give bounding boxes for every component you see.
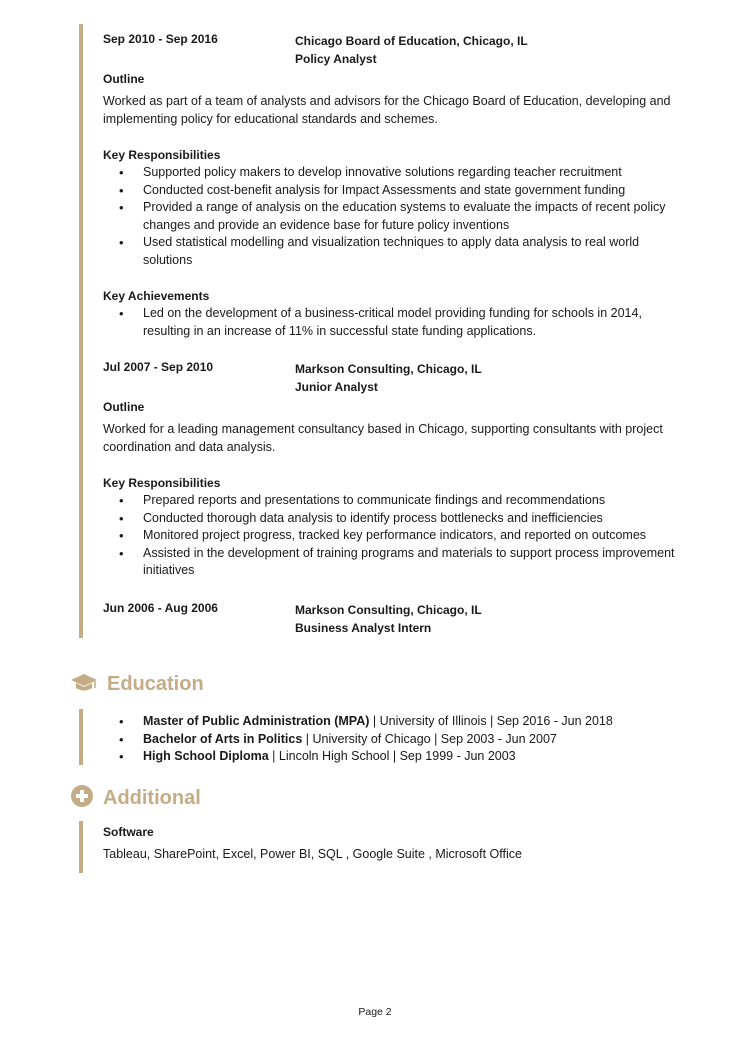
section-title: Education xyxy=(107,673,204,695)
job-entry-1 xyxy=(103,32,675,340)
degree-details: | Lincoln High School | Sep 1999 - Jun 2003 xyxy=(268,749,516,763)
education-item xyxy=(103,731,675,749)
education-list xyxy=(103,713,675,766)
degree-details: | University of Chicago | Sep 2003 - Jun 2007 xyxy=(302,731,557,746)
education-section xyxy=(103,711,675,766)
graduation-cap-icon xyxy=(70,671,98,698)
list-item: • Conducted cost-benefit analysis for Impact Assessments and state government funding xyxy=(103,182,675,200)
job-title: Policy Analyst xyxy=(295,52,377,66)
outline-label: Outline xyxy=(103,72,145,86)
education-item xyxy=(103,713,675,731)
job-company: Chicago Board of Education, Chicago, IL xyxy=(295,34,528,48)
job-org xyxy=(295,32,528,68)
job-header xyxy=(103,360,675,396)
job-entry-3 xyxy=(103,601,675,637)
responsibilities-list xyxy=(103,164,675,269)
job-outline: Worked for a leading management consultancy based in Chicago, supporting consultants with project coordination and data analysis. xyxy=(103,422,663,454)
list-item: • Provided a range of analysis on the education systems to evaluate the impacts of recent policy changes and provide an evidence base for future policy inventions xyxy=(103,199,675,234)
achievements-label: Key Achievements xyxy=(103,289,210,303)
page-number: Page 2 xyxy=(358,1006,392,1018)
job-entry-2 xyxy=(103,360,675,580)
job-dates: Jul 2007 - Sep 2010 xyxy=(103,360,214,374)
job-title: Junior Analyst xyxy=(295,380,378,394)
software-list: Tableau, SharePoint, Excel, Power BI, SQL , Google Suite , Microsoft Office xyxy=(103,847,522,861)
responsibilities-label: Key Responsibilities xyxy=(103,148,221,162)
responsibilities-list xyxy=(103,492,675,580)
list-item: • Monitored project progress, tracked key performance indicators, and reported on outcomes xyxy=(103,527,675,545)
additional-accent-bar xyxy=(79,821,83,873)
job-header xyxy=(103,601,675,637)
experience-accent-bar xyxy=(79,24,83,638)
job-org xyxy=(295,601,482,637)
list-item: • Supported policy makers to develop innovative solutions regarding teacher recruitment xyxy=(103,164,675,182)
list-item: • Used statistical modelling and visualization techniques to apply data analysis to real world solutions xyxy=(103,234,675,269)
software-label: Software xyxy=(103,825,154,839)
job-header xyxy=(103,32,675,68)
education-item xyxy=(103,748,675,766)
education-heading xyxy=(70,671,204,698)
list-item: • Conducted thorough data analysis to identify process bottlenecks and inefficiencies xyxy=(103,510,675,528)
responsibilities-label: Key Responsibilities xyxy=(103,476,221,490)
job-dates: Jun 2006 - Aug 2006 xyxy=(103,601,218,615)
list-item: • Prepared reports and presentations to communicate findings and recommendations xyxy=(103,492,675,510)
job-title: Business Analyst Intern xyxy=(295,621,432,635)
degree-name: High School Diploma xyxy=(143,749,269,763)
job-dates: Sep 2010 - Sep 2016 xyxy=(103,32,218,46)
degree-name: Master of Public Administration (MPA) xyxy=(143,714,370,728)
list-item: • Assisted in the development of training programs and materials to support process improvement initiatives xyxy=(103,545,675,580)
degree-details: | University of Illinois | Sep 2016 - Jun 2018 xyxy=(369,714,613,728)
education-accent-bar xyxy=(79,709,83,765)
job-company: Markson Consulting, Chicago, IL xyxy=(295,603,482,617)
plus-circle-icon xyxy=(70,784,94,813)
list-item: • Led on the development of a business-critical model providing funding for schools in 2014, resulting in an increase of 11% in successful state funding applications. xyxy=(103,305,675,340)
additional-heading xyxy=(70,784,201,813)
outline-label: Outline xyxy=(103,400,145,414)
job-org xyxy=(295,360,482,396)
section-title: Additional xyxy=(103,787,201,809)
additional-section xyxy=(103,825,675,863)
job-company: Markson Consulting, Chicago, IL xyxy=(295,362,482,376)
job-outline: Worked as part of a team of analysts and advisors for the Chicago Board of Education, developing and implementing policy for educational standards and schemes. xyxy=(103,94,671,126)
degree-name: Bachelor of Arts in Politics xyxy=(143,731,303,746)
achievements-list xyxy=(103,305,675,340)
